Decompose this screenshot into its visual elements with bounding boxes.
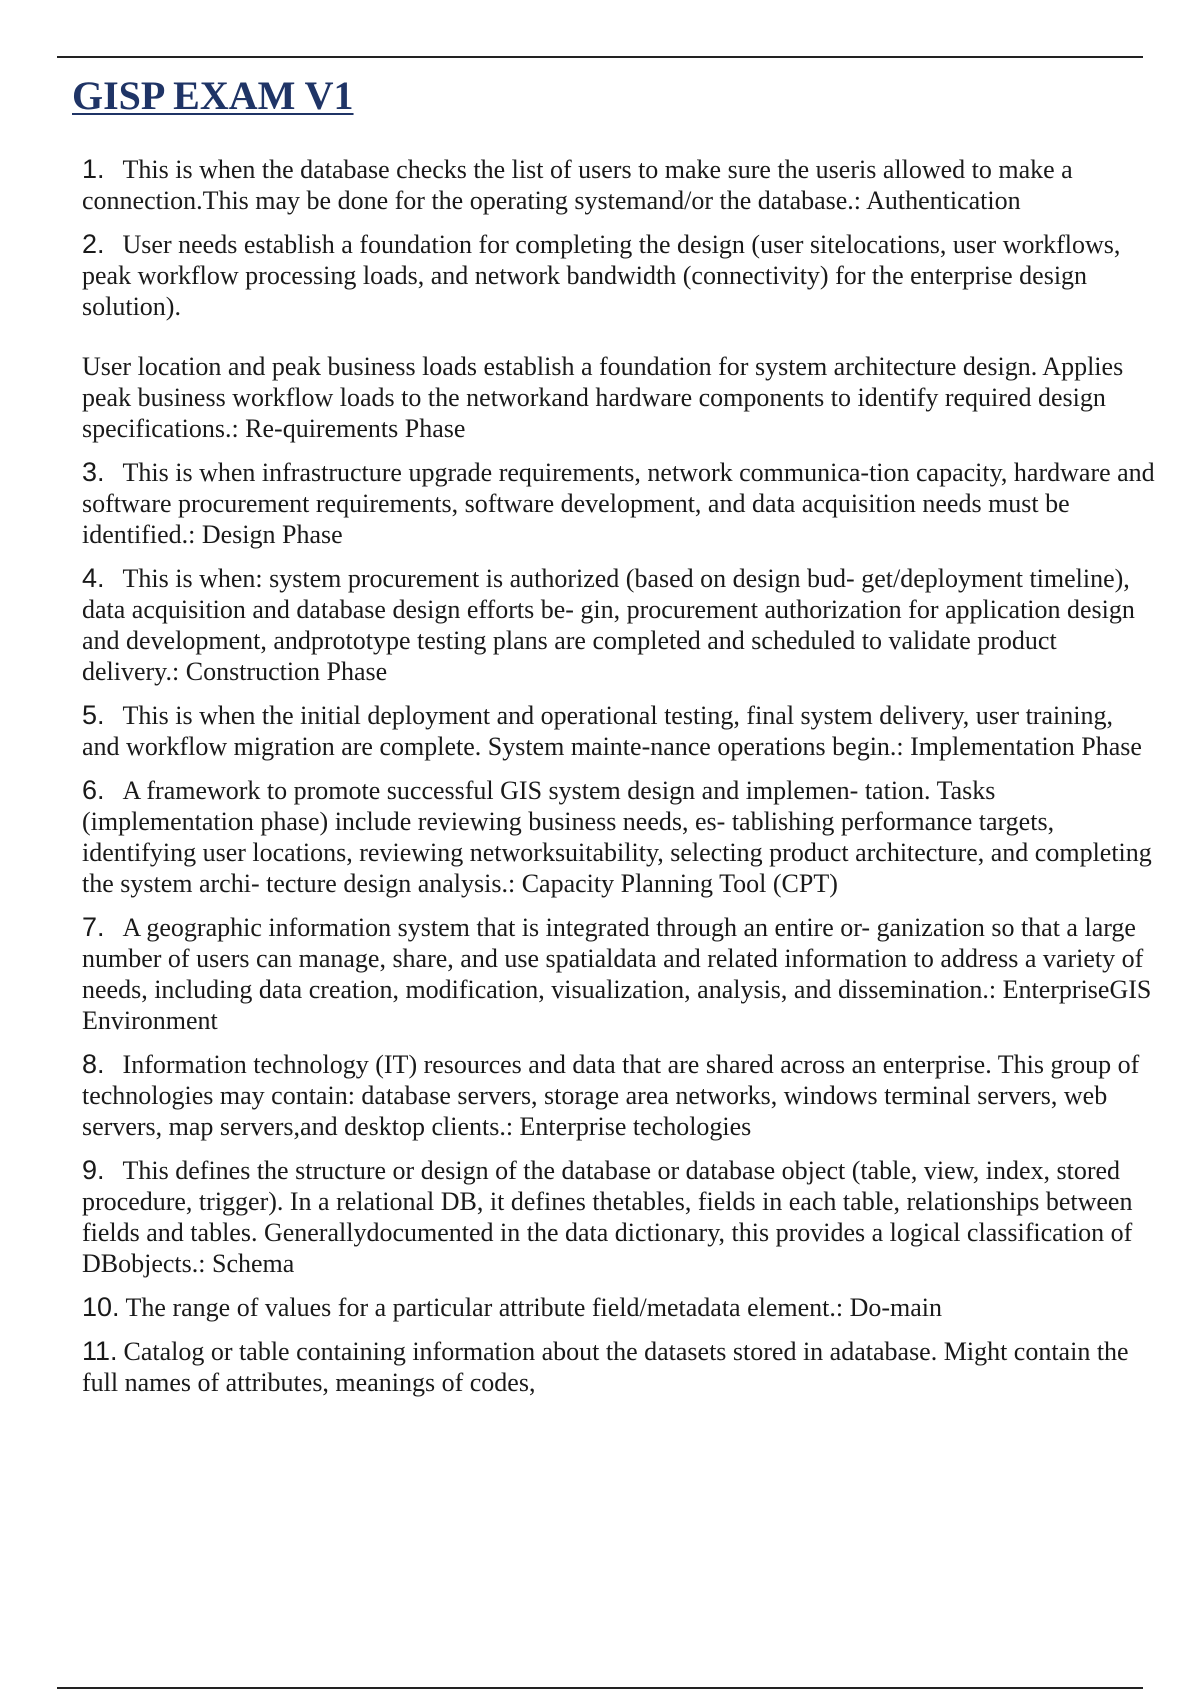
top-rule (57, 56, 1143, 58)
question-text: User needs establish a foundation for completing the design (user sitelocations, user workflows, peak workflow processing loads, and network bandwidth (connectivity) for the enterprise design solution). (82, 230, 1121, 321)
question-number: 2. (82, 229, 105, 259)
question-text: A geographic information system that is integrated through an entire or- ganization so that a large number of users can manage, share, and use spatialdata and related information to address a variety of needs, including data creation, modification, visualization, analysis, and dissemination.: EnterpriseGIS Environment (82, 913, 1152, 1035)
question-list (82, 154, 1156, 1411)
bottom-rule (57, 1687, 1143, 1689)
question-number: 7. (82, 912, 105, 942)
question-text-continued: User location and peak business loads establish a foundation for system architecture design. Applies peak business workflow loads to the networkand hardware components to identify required design specifications.: Re-quirements Phase (82, 352, 1124, 443)
question-2 (82, 229, 1156, 444)
question-number: 8. (82, 1049, 105, 1079)
question-3 (82, 457, 1156, 550)
question-number: 4. (82, 563, 105, 593)
question-1 (82, 154, 1156, 216)
question-6 (82, 775, 1156, 899)
question-text: This is when the database checks the list of users to make sure the useris allowed to make a connection.This may be done for the operating systemand/or the database.: Authentication (82, 155, 1073, 215)
question-number: 10. (82, 1292, 120, 1322)
question-4 (82, 563, 1156, 687)
question-text: Catalog or table containing information about the datasets stored in adatabase. Might contain the full names of attributes, meanings of codes, (82, 1337, 1129, 1397)
question-7 (82, 912, 1156, 1036)
question-number: 9. (82, 1155, 105, 1185)
question-9 (82, 1155, 1156, 1279)
question-text: A framework to promote successful GIS system design and implemen- tation. Tasks (implementation phase) include reviewing business needs, es- tablishing performance targets, identifying user locations, reviewing networksuitability, selecting product architecture, and completing the system archi- tecture design analysis.: Capacity Planning Tool (CPT) (82, 776, 1152, 898)
question-number: 5. (82, 700, 105, 730)
question-number: 6. (82, 775, 105, 805)
question-text: This defines the structure or design of the database or database object (table, view, index, stored procedure, trigger). In a relational DB, it defines thetables, fields in each table, relationships between fields and tables. Generallydocumented in the data dictionary, this provides a logical classification of DBobjects.: Schema (82, 1156, 1133, 1278)
question-number: 1. (82, 154, 105, 184)
question-text: Information technology (IT) resources and data that are shared across an enterprise. This group of technologies may contain: database servers, storage area networks, windows terminal servers, web servers, map servers,and desktop clients.: Enterprise techologies (82, 1050, 1140, 1141)
question-number: 11. (82, 1336, 118, 1366)
question-text: This is when: system procurement is authorized (based on design bud- get/deployment timeline), data acquisition and database design efforts be- gin, procurement authorization for application design and development, andprototype testing plans are completed and scheduled to validate product delivery.: Construction Phase (82, 564, 1135, 686)
question-text: This is when infrastructure upgrade requirements, network communica-tion capacity, hardware and software procurement requirements, software development, and data acquisition needs must be identified.: Design Phase (82, 458, 1155, 549)
question-text: The range of values for a particular attribute field/metadata element.: Do-main (125, 1293, 943, 1322)
question-8 (82, 1049, 1156, 1142)
question-text: This is when the initial deployment and operational testing, final system delivery, user training, and workflow migration are complete. System mainte-nance operations begin.: Implementation Phase (82, 701, 1142, 761)
question-11 (82, 1336, 1156, 1398)
question-number: 3. (82, 457, 105, 487)
question-5 (82, 700, 1156, 762)
page-title: GISP EXAM V1 (72, 73, 354, 118)
question-10 (82, 1292, 1156, 1323)
